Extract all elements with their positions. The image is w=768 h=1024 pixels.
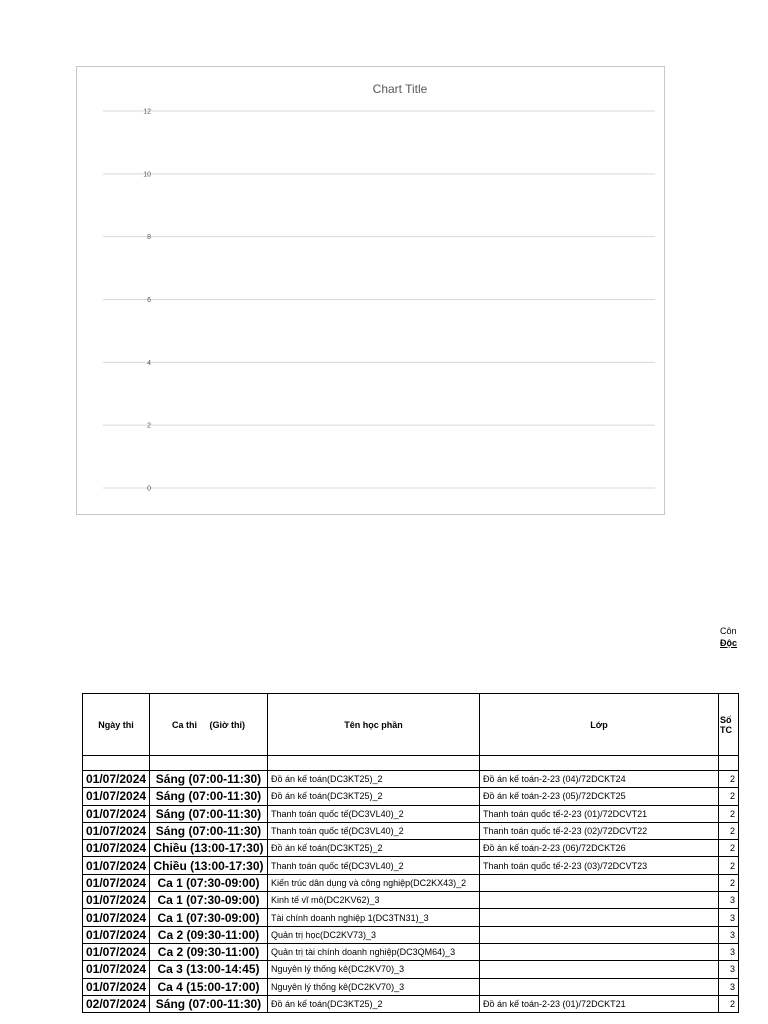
exam-session-cell: Ca 3 (13:00-14:45) [150,961,268,978]
class-cell: Thanh toán quốc tế-2-23 (01)/72DCVT21 [480,805,719,822]
course-name-cell: Kinh tế vĩ mô(DC2KV62)_3 [268,892,480,909]
table-spacer-row [83,756,739,771]
exam-date-cell: 01/07/2024 [83,909,150,926]
credits-cell: 3 [719,943,739,960]
table-row [83,822,739,839]
course-name-cell: Thanh toán quốc tế(DC3VL40)_2 [268,822,480,839]
table-row [83,926,739,943]
table-header-row [83,694,739,756]
chart-y-tick-label: 4 [147,359,151,367]
exam-date-cell: 01/07/2024 [83,840,150,857]
course-name-cell: Thanh toán quốc tế(DC3VL40)_2 [268,857,480,874]
class-cell: Thanh toán quốc tế-2-23 (03)/72DCVT23 [480,857,719,874]
credits-cell: 2 [719,805,739,822]
class-cell [480,926,719,943]
exam-session-cell: Ca 1 (07:30-09:00) [150,909,268,926]
chart-panel [76,66,665,515]
course-name-cell: Tài chính doanh nghiệp 1(DC3TN31)_3 [268,909,480,926]
table-row [83,892,739,909]
chart-y-tick-label: 0 [147,485,151,493]
header-exam-date: Ngày thi [83,694,150,756]
exam-date-cell: 01/07/2024 [83,961,150,978]
credits-cell: 2 [719,840,739,857]
exam-session-cell: Sáng (07:00-11:30) [150,822,268,839]
course-name-cell: Kiến trúc dân dụng và công nghiệp(DC2KX43)_2 [268,874,480,891]
table-row [83,995,739,1012]
exam-schedule-table [82,693,739,1013]
class-cell: Đồ án kế toán-2-23 (01)/72DCKT21 [480,995,719,1012]
table-row [83,874,739,891]
exam-session-cell: Sáng (07:00-11:30) [150,788,268,805]
chart-y-tick-label: 10 [143,171,151,179]
exam-session-cell: Chiều (13:00-17:30) [150,840,268,857]
credits-cell: 2 [719,822,739,839]
chart-gridlines [103,108,655,488]
spacer-cell [719,756,739,771]
header-exam-session: Ca thi (Giờ thi) [150,694,268,756]
chart-y-tick-label: 6 [147,297,151,304]
class-cell: Đồ án kế toán-2-23 (06)/72DCKT26 [480,840,719,857]
exam-session-cell: Sáng (07:00-11:30) [150,805,268,822]
exam-session-cell: Ca 2 (09:30-11:00) [150,926,268,943]
table-row [83,978,739,995]
exam-date-cell: 01/07/2024 [83,788,150,805]
chart-y-tick-label: 2 [147,422,151,430]
exam-date-cell: 01/07/2024 [83,805,150,822]
table-row [83,857,739,874]
exam-date-cell: 01/07/2024 [83,771,150,788]
credits-cell: 2 [719,874,739,891]
table-row [83,788,739,805]
class-cell [480,874,719,891]
chart-title: Chart Title [372,82,428,96]
course-name-cell: Quản trị học(DC2KV73)_3 [268,926,480,943]
exam-date-cell: 01/07/2024 [83,926,150,943]
exam-date-cell: 01/07/2024 [83,978,150,995]
credits-cell: 3 [719,909,739,926]
credits-cell: 2 [719,857,739,874]
chart-canvas [77,67,664,514]
credits-cell: 3 [719,961,739,978]
spacer-cell [83,756,150,771]
course-name-cell: Nguyên lý thống kê(DC2KV70)_3 [268,978,480,995]
credits-cell: 3 [719,978,739,995]
table-row [83,805,739,822]
class-cell [480,961,719,978]
spacer-cell [480,756,719,771]
course-name-cell: Đồ án kế toán(DC3KT25)_2 [268,771,480,788]
header-class: Lớp [480,694,719,756]
exam-date-cell: 01/07/2024 [83,892,150,909]
exam-date-cell: 01/07/2024 [83,874,150,891]
spacer-cell [150,756,268,771]
header-credits: Số TC [719,694,739,756]
class-cell: Đồ án kế toán-2-23 (05)/72DCKT25 [480,788,719,805]
exam-date-cell: 01/07/2024 [83,943,150,960]
table-row [83,909,739,926]
exam-date-cell: 01/07/2024 [83,857,150,874]
class-cell: Đồ án kế toán-2-23 (04)/72DCKT24 [480,771,719,788]
exam-date-cell: 01/07/2024 [83,822,150,839]
exam-session-cell: Ca 4 (15:00-17:00) [150,978,268,995]
credits-cell: 2 [719,995,739,1012]
course-name-cell: Đồ án kế toán(DC3KT25)_2 [268,840,480,857]
course-name-cell: Thanh toán quốc tế(DC3VL40)_2 [268,805,480,822]
exam-session-cell: Ca 2 (09:30-11:00) [150,943,268,960]
table-row [83,961,739,978]
course-name-cell: Đồ án kế toán(DC3KT25)_2 [268,995,480,1012]
credits-cell: 2 [719,788,739,805]
table-row [83,943,739,960]
header-course-name: Tên học phần [268,694,480,756]
exam-session-cell: Chiều (13:00-17:30) [150,857,268,874]
exam-session-cell: Sáng (07:00-11:30) [150,995,268,1012]
table-row [83,840,739,857]
class-cell [480,892,719,909]
course-name-cell: Đồ án kế toán(DC3KT25)_2 [268,788,480,805]
class-cell [480,909,719,926]
chart-y-tick-label: 12 [143,108,151,116]
spacer-cell [268,756,480,771]
exam-session-cell: Ca 1 (07:30-09:00) [150,892,268,909]
exam-date-cell: 02/07/2024 [83,995,150,1012]
document-header-line-2: Độc [720,638,738,648]
course-name-cell: Quản trị tài chính doanh nghiệp(DC3QM64)_3 [268,943,480,960]
class-cell [480,978,719,995]
class-cell [480,943,719,960]
table-row [83,771,739,788]
credits-cell: 3 [719,892,739,909]
exam-session-cell: Ca 1 (07:30-09:00) [150,874,268,891]
chart-y-ticks [143,109,151,493]
course-name-cell: Nguyên lý thống kê(DC2KV70)_3 [268,961,480,978]
credits-cell: 3 [719,926,739,943]
document-header-line-1: Côn [720,626,737,636]
exam-session-cell: Sáng (07:00-11:30) [150,771,268,788]
class-cell: Thanh toán quốc tế-2-23 (02)/72DCVT22 [480,822,719,839]
chart-y-tick-label: 8 [147,234,151,242]
credits-cell: 2 [719,771,739,788]
